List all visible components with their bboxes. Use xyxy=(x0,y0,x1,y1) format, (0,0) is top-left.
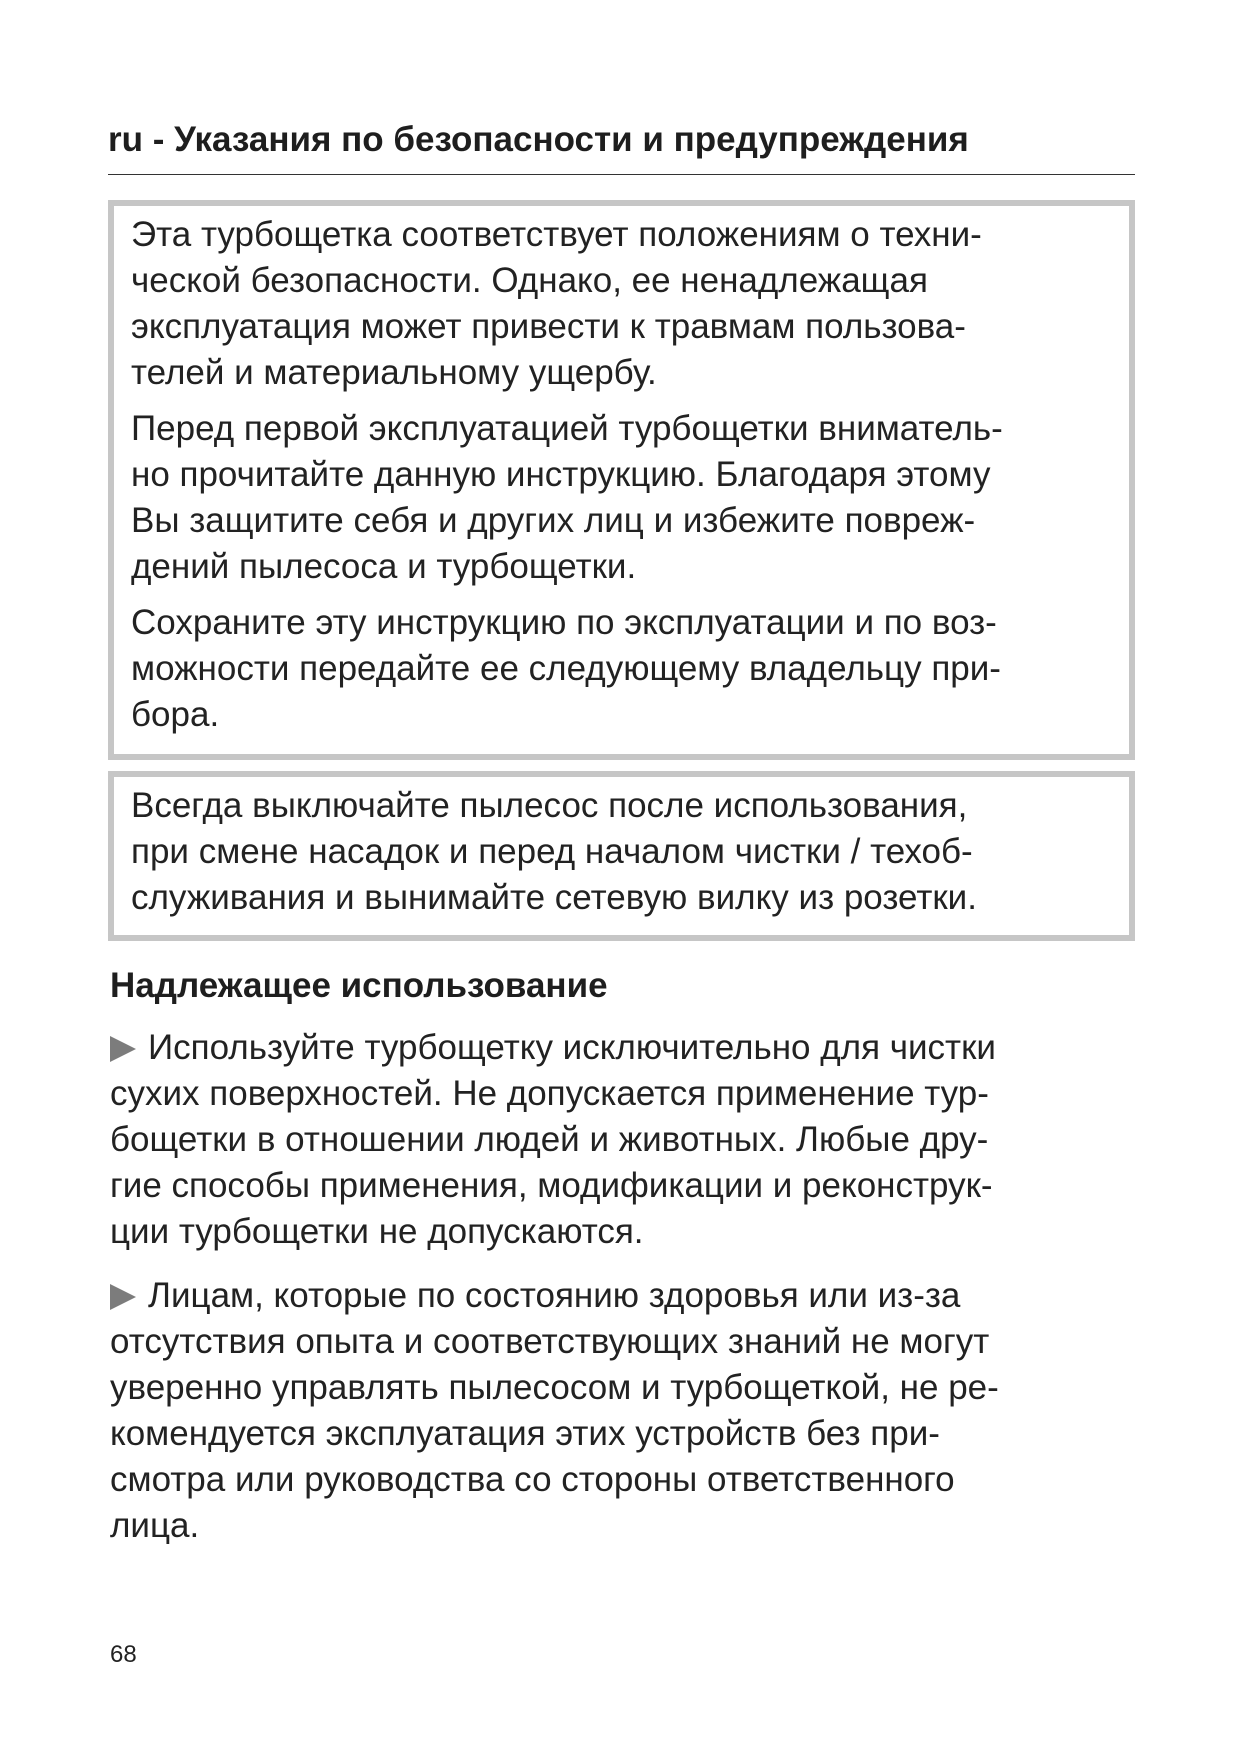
safety-notice-box xyxy=(108,200,1135,760)
text-line: эксплуатация может привести к травмам пользова- xyxy=(131,307,966,346)
power-off-notice-box xyxy=(108,771,1135,941)
text-line: Перед первой эксплуатацией турбощетки вниматель- xyxy=(131,409,1003,448)
list-item xyxy=(110,1025,1140,1255)
text-line: при смене насадок и перед началом чистки / техоб- xyxy=(131,832,973,871)
notice-paragraph xyxy=(131,212,1117,396)
text-line: но прочитайте данную инструкцию. Благодаря этому xyxy=(131,455,991,494)
notice-paragraph xyxy=(131,406,1117,590)
text-line: можности передайте ее следующему владельцу при- xyxy=(131,649,1001,688)
header-divider xyxy=(108,174,1135,175)
text-line: телей и материальному ущербу. xyxy=(131,353,657,392)
text-line: гие способы применения, модификации и реконструк- xyxy=(110,1166,993,1205)
text-line: Используйте турбощетку исключительно для чистки xyxy=(148,1028,996,1067)
text-line: смотра или руководства со стороны ответственного xyxy=(110,1460,955,1499)
text-line: отсутствия опыта и соответствующих знаний не могут xyxy=(110,1322,990,1361)
text-line: Лицам, которые по состоянию здоровья или из-за xyxy=(148,1276,961,1315)
text-line: Всегда выключайте пылесос после использования, xyxy=(131,786,968,825)
text-line: дений пылесоса и турбощетки. xyxy=(131,547,637,586)
triangle-bullet-icon xyxy=(110,1284,136,1310)
notice-paragraph xyxy=(131,783,1117,921)
page-number: 68 xyxy=(110,1641,137,1668)
text-line: ции турбощетки не допускаются. xyxy=(110,1212,644,1251)
text-line: ческой безопасности. Однако, ее ненадлежащая xyxy=(131,261,928,300)
section-heading: Надлежащее использование xyxy=(110,966,608,1005)
text-line: Эта турбощетка соответствует положениям о техни- xyxy=(131,215,982,254)
list-item xyxy=(110,1273,1140,1549)
text-line: комендуется эксплуатация этих устройств без при- xyxy=(110,1414,940,1453)
text-line: сухих поверхностей. Не допускается применение тур- xyxy=(110,1074,989,1113)
text-line: Вы защитите себя и других лиц и избежите повреж- xyxy=(131,501,976,540)
page-header-title: ru - Указания по безопасности и предупреждения xyxy=(108,120,969,159)
triangle-bullet-icon xyxy=(110,1036,136,1062)
text-line: бора. xyxy=(131,695,220,734)
text-line: бощетки в отношении людей и животных. Любые дру- xyxy=(110,1120,989,1159)
notice-paragraph xyxy=(131,600,1117,738)
text-line: Сохраните эту инструкцию по эксплуатации и по воз- xyxy=(131,603,997,642)
text-line: служивания и вынимайте сетевую вилку из розетки. xyxy=(131,878,977,917)
text-line: лица. xyxy=(110,1506,200,1545)
text-line: уверенно управлять пылесосом и турбощеткой, не ре- xyxy=(110,1368,999,1407)
